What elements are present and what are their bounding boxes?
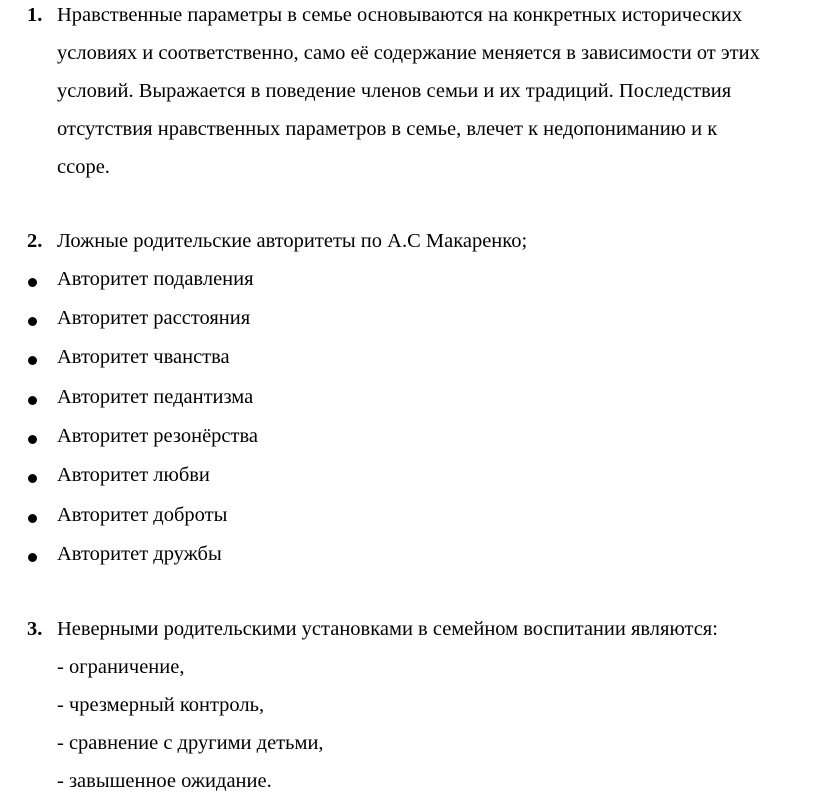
dash-item: - завышенное ожидание. (57, 770, 272, 792)
bullet-item: Авторитет расстояния (57, 307, 251, 329)
bullet-item: Авторитет резонёрства (57, 425, 258, 447)
section-1-line-4: отсутствия нравственных параметров в семье, влечет к недопониманию и к (57, 118, 718, 140)
section-2-heading: Ложные родительские авторитеты по А.С Макаренко; (57, 230, 528, 252)
section-2-number: 2. (27, 230, 43, 252)
bullet-item: Авторитет доброты (57, 504, 228, 526)
bullet-icon (28, 356, 37, 365)
section-1-number: 1. (27, 4, 43, 26)
section-1-line-1: Нравственные параметры в семье основываются на конкретных исторических (57, 4, 743, 26)
section-1-line-2: условиях и соответственно, само её содержание меняется в зависимости от этих (57, 42, 760, 64)
bullet-item: Авторитет чванства (57, 346, 230, 368)
bullet-icon (28, 317, 37, 326)
section-3-number: 3. (27, 618, 43, 640)
section-1-line-3: условий. Выражается в поведение членов семьи и их традиций. Последствия (57, 80, 732, 102)
bullet-icon (28, 514, 37, 523)
dash-item: - сравнение с другими детьми, (57, 732, 324, 754)
bullet-item: Авторитет любви (57, 464, 210, 486)
dash-item: - чрезмерный контроль, (57, 694, 265, 716)
bullet-item: Авторитет подавления (57, 268, 254, 290)
section-3-heading: Неверными родительскими установками в семейном воспитании являются: (57, 618, 718, 640)
bullet-icon (28, 553, 37, 562)
bullet-item: Авторитет дружбы (57, 543, 222, 565)
bullet-icon (28, 278, 37, 287)
bullet-icon (28, 474, 37, 483)
section-1-line-5: ссоре. (57, 156, 110, 178)
bullet-item: Авторитет педантизма (57, 386, 254, 408)
bullet-icon (28, 435, 37, 444)
bullet-icon (28, 396, 37, 405)
dash-item: - ограничение, (57, 656, 185, 678)
